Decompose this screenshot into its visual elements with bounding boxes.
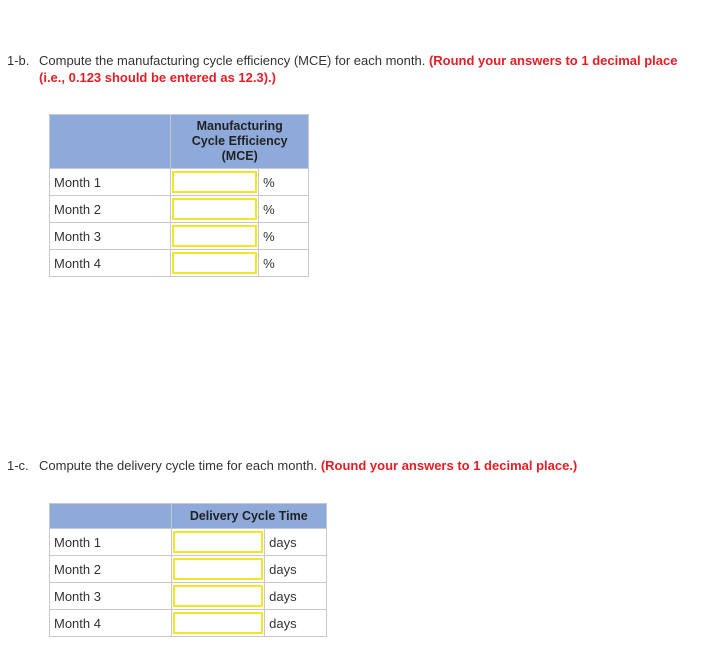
cell-dct-month-2 xyxy=(171,556,265,583)
table-row xyxy=(50,223,309,250)
header-blank-cell xyxy=(50,115,171,169)
dct-input-month-1[interactable] xyxy=(173,531,264,553)
table-row xyxy=(50,250,309,277)
mce-input-month-4[interactable] xyxy=(172,252,257,274)
question-1b xyxy=(7,52,687,88)
table-header-row xyxy=(50,115,309,169)
unit-days: days xyxy=(265,529,327,556)
question-prompt: Compute the delivery cycle time for each month. xyxy=(39,458,318,473)
row-label-month-3: Month 3 xyxy=(50,223,171,250)
question-text xyxy=(39,457,577,474)
unit-percent: % xyxy=(259,223,309,250)
row-label-month-1: Month 1 xyxy=(50,529,172,556)
row-label-month-3: Month 3 xyxy=(50,583,172,610)
dct-input-month-3[interactable] xyxy=(173,585,264,607)
row-label-month-1: Month 1 xyxy=(50,169,171,196)
cell-mce-month-1 xyxy=(171,169,259,196)
header-blank-cell xyxy=(50,504,172,529)
table-row xyxy=(50,556,327,583)
mce-table xyxy=(49,114,309,277)
header-line: Cycle Efficiency xyxy=(191,134,288,148)
dct-input-month-2[interactable] xyxy=(173,558,264,580)
unit-percent: % xyxy=(259,250,309,277)
row-label-month-4: Month 4 xyxy=(50,250,171,277)
header-line: (MCE) xyxy=(221,149,258,163)
table-header-row xyxy=(50,504,327,529)
cell-mce-month-2 xyxy=(171,196,259,223)
mce-input-month-1[interactable] xyxy=(172,171,257,193)
row-label-month-2: Month 2 xyxy=(50,556,172,583)
cell-mce-month-3 xyxy=(171,223,259,250)
rounding-instruction: (Round your answers to 1 decimal place.) xyxy=(320,458,578,473)
question-text xyxy=(39,52,687,86)
unit-days: days xyxy=(265,583,327,610)
cell-dct-month-1 xyxy=(171,529,265,556)
delivery-cycle-time-column-header: Delivery Cycle Time xyxy=(171,504,326,529)
table-row xyxy=(50,196,309,223)
row-label-month-4: Month 4 xyxy=(50,610,172,637)
table-row xyxy=(50,610,327,637)
dct-input-month-4[interactable] xyxy=(173,612,264,634)
mce-column-header xyxy=(171,115,309,169)
question-prompt: Compute the manufacturing cycle efficiency (MCE) for each month. xyxy=(39,53,426,68)
rounding-instruction: (Round your answers to 1 decimal place (i.e., 0.123 should be entered as 12.3).) xyxy=(39,53,678,85)
cell-dct-month-4 xyxy=(171,610,265,637)
delivery-cycle-time-table xyxy=(49,503,327,637)
mce-input-month-2[interactable] xyxy=(172,198,257,220)
unit-percent: % xyxy=(259,169,309,196)
unit-days: days xyxy=(265,556,327,583)
table-row xyxy=(50,583,327,610)
cell-mce-month-4 xyxy=(171,250,259,277)
question-1c xyxy=(7,457,697,475)
table-row xyxy=(50,169,309,196)
unit-percent: % xyxy=(259,196,309,223)
question-number: 1-c. xyxy=(7,458,29,473)
header-line: Manufacturing xyxy=(196,119,283,133)
mce-input-month-3[interactable] xyxy=(172,225,257,247)
row-label-month-2: Month 2 xyxy=(50,196,171,223)
unit-days: days xyxy=(265,610,327,637)
question-number: 1-b. xyxy=(7,53,30,68)
cell-dct-month-3 xyxy=(171,583,265,610)
table-row xyxy=(50,529,327,556)
